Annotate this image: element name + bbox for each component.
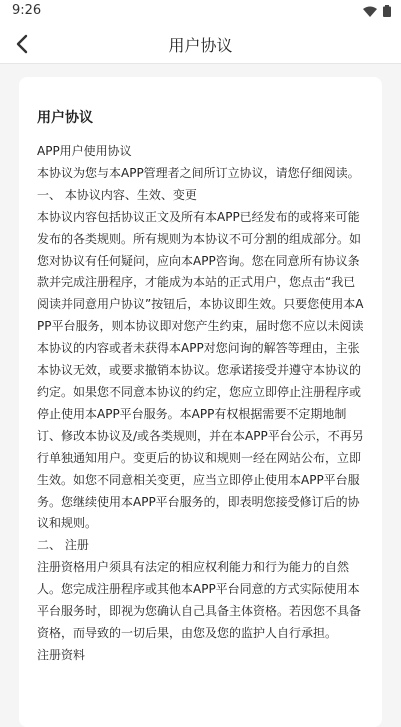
agreement-paragraph: 本协议内容包括协议正文及所有本APP已经发布的或将来可能发布的各类规则。所有规则为本协议不可分割的组成部分。如您对协议有任何疑问，应向本APP咨询。您在同意所有协议条款并完成注册程序，才能成为本站的正式用户，您点击“我已阅读并同意用户协议”按钮后，本协议即生效。只要您使用本APP平台服务，则本协议即对您产生约束，届时您不应以未阅读本协议的内容或者未获得本APP对您问询的解答等理由，主张本协议无效，或要求撤销本协议。您承诺接受并遵守本协议的约定。如果您不同意本协议的约定，您应立即停止注册程序或停止使用本APP平台服务。本APP有权根据需要不定期地制订、修改本协议及/或各类规则，并在本APP平台公示，不再另行单独通知用户。变更后的协议和规则一经在网站公布，立即生效。如您不同意相关变更，应当立即停止使用本APP平台服务。您继续使用本APP平台服务的，即表明您接受修订后的协议和规则。 bbox=[37, 209, 364, 531]
status-icons bbox=[363, 5, 391, 17]
agreement-paragraph: 本协议为您与本APP管理者之间所订立协议，请您仔细阅读。 bbox=[37, 165, 360, 180]
nav-bar bbox=[0, 24, 401, 64]
wifi-icon bbox=[363, 6, 377, 17]
agreement-heading: 用户协议 bbox=[37, 110, 93, 126]
status-time: 9:26 bbox=[12, 3, 42, 18]
agreement-paragraph: APP用户使用协议 bbox=[37, 144, 132, 158]
battery-icon bbox=[383, 5, 391, 17]
agreement-content bbox=[37, 141, 364, 667]
agreement-paragraph: 注册资料 bbox=[37, 647, 86, 662]
section-heading: 一、 本协议内容、生效、变更 bbox=[37, 187, 197, 202]
agreement-card[interactable] bbox=[19, 77, 382, 727]
status-bar bbox=[0, 0, 401, 24]
page-title: 用户协议 bbox=[168, 36, 233, 55]
agreement-paragraph: 注册资格用户须具有法定的相应权利能力和行为能力的自然人。您完成注册程序或其他本APP平台同意的方式实际使用本平台服务时，即视为您确认自己具备主体资格。若因您不具备资格，而导致的一切后果，由您及您的监护人自行承担。 bbox=[37, 560, 362, 640]
section-heading: 二、 注册 bbox=[37, 538, 89, 553]
